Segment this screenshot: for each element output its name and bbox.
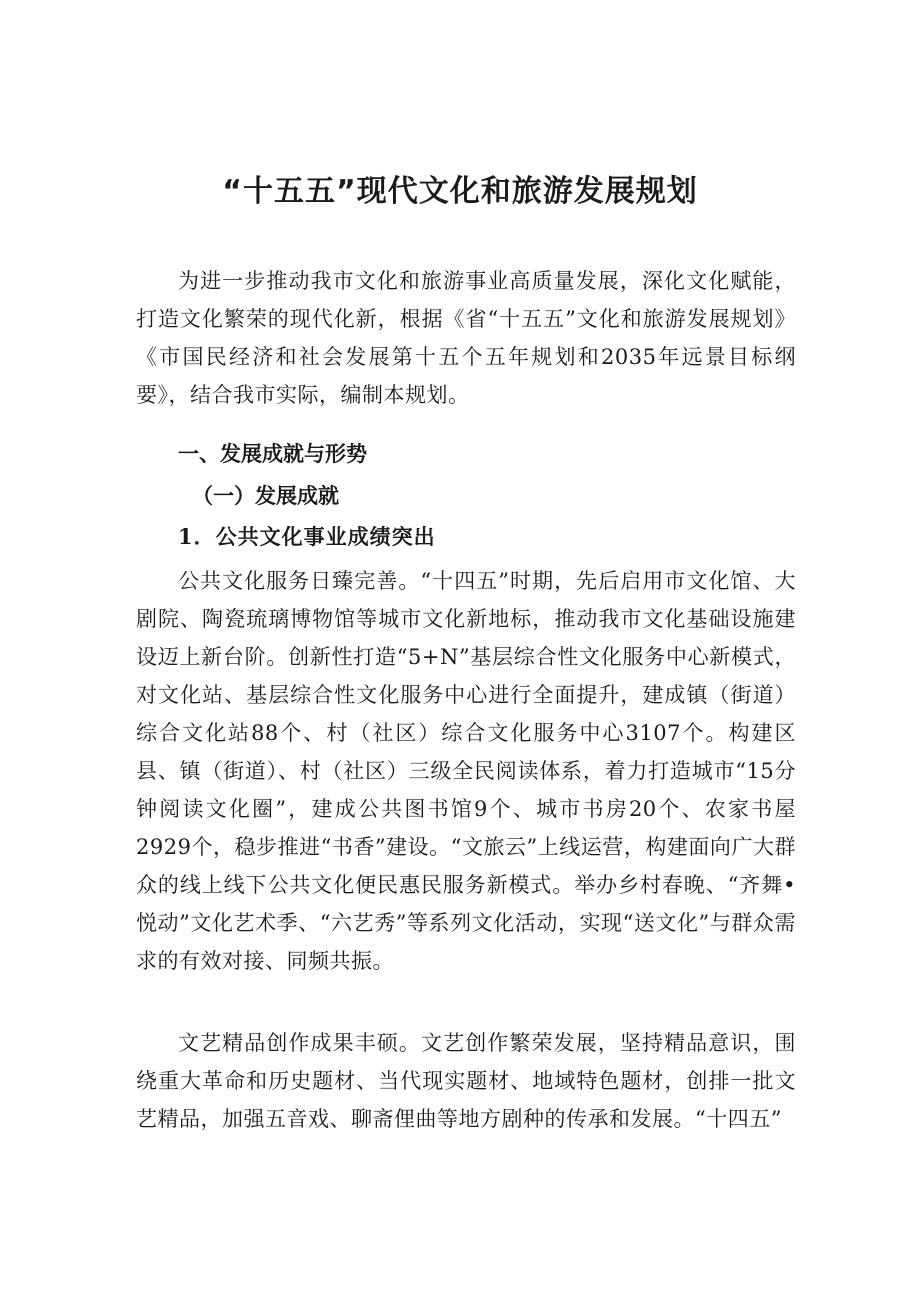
- body-paragraph: 公共文化服务日臻完善。“十四五”时期，先后启用市文化馆、大剧院、陶瓷琉璃博物馆等城市文化新地标，推动我市文化基础设施建设迈上新台阶。创新性打造“5+N”基层综合性文化服务中心新模式，对文化站、基层综合性文化服务中心进行全面提升，建成镇（街道）综合文化站88个、村（社区）综合文化服务中心3107个。构建区县、镇（街道）、村（社区）三级全民阅读体系，着力打造城市“15分钟阅读文化圈”，建成公共图书馆9个、城市书房20个、农家书屋2929个，稳步推进“书香”建设。“文旅云”上线运营，构建面向广大群众的线上线下公共文化便民惠民服务新模式。举办乡村春晚、“齐舞•悦动”文化艺术季、“六艺秀”等系列文化活动，实现“送文化”与群众需求的有效对接、同频共振。: [136, 569, 796, 973]
- subsection-heading: （一）发展成就: [192, 484, 339, 508]
- section-heading: 一、发展成就与形势: [178, 442, 367, 466]
- document-title: “十五五”现代文化和旅游发展规划: [222, 174, 698, 209]
- body-paragraph: 文艺精品创作成果丰硕。文艺创作繁荣发展，坚持精品意识，围绕重大革命和历史题材、当代现实题材、地域特色题材，创排一批文艺精品，加强五音戏、聊斋俚曲等地方剧种的传承和发展。“十四五”: [136, 1031, 796, 1131]
- item-heading: 1．公共文化事业成绩突出: [178, 524, 436, 549]
- intro-paragraph: 为进一步推动我市文化和旅游事业高质量发展，深化文化赋能，打造文化繁荣的现代化新，根据《省“十五五”文化和旅游发展规划》《市国民经济和社会发展第十五个五年规划和2035年远景目标纲要》，结合我市实际，编制本规划。: [136, 269, 796, 407]
